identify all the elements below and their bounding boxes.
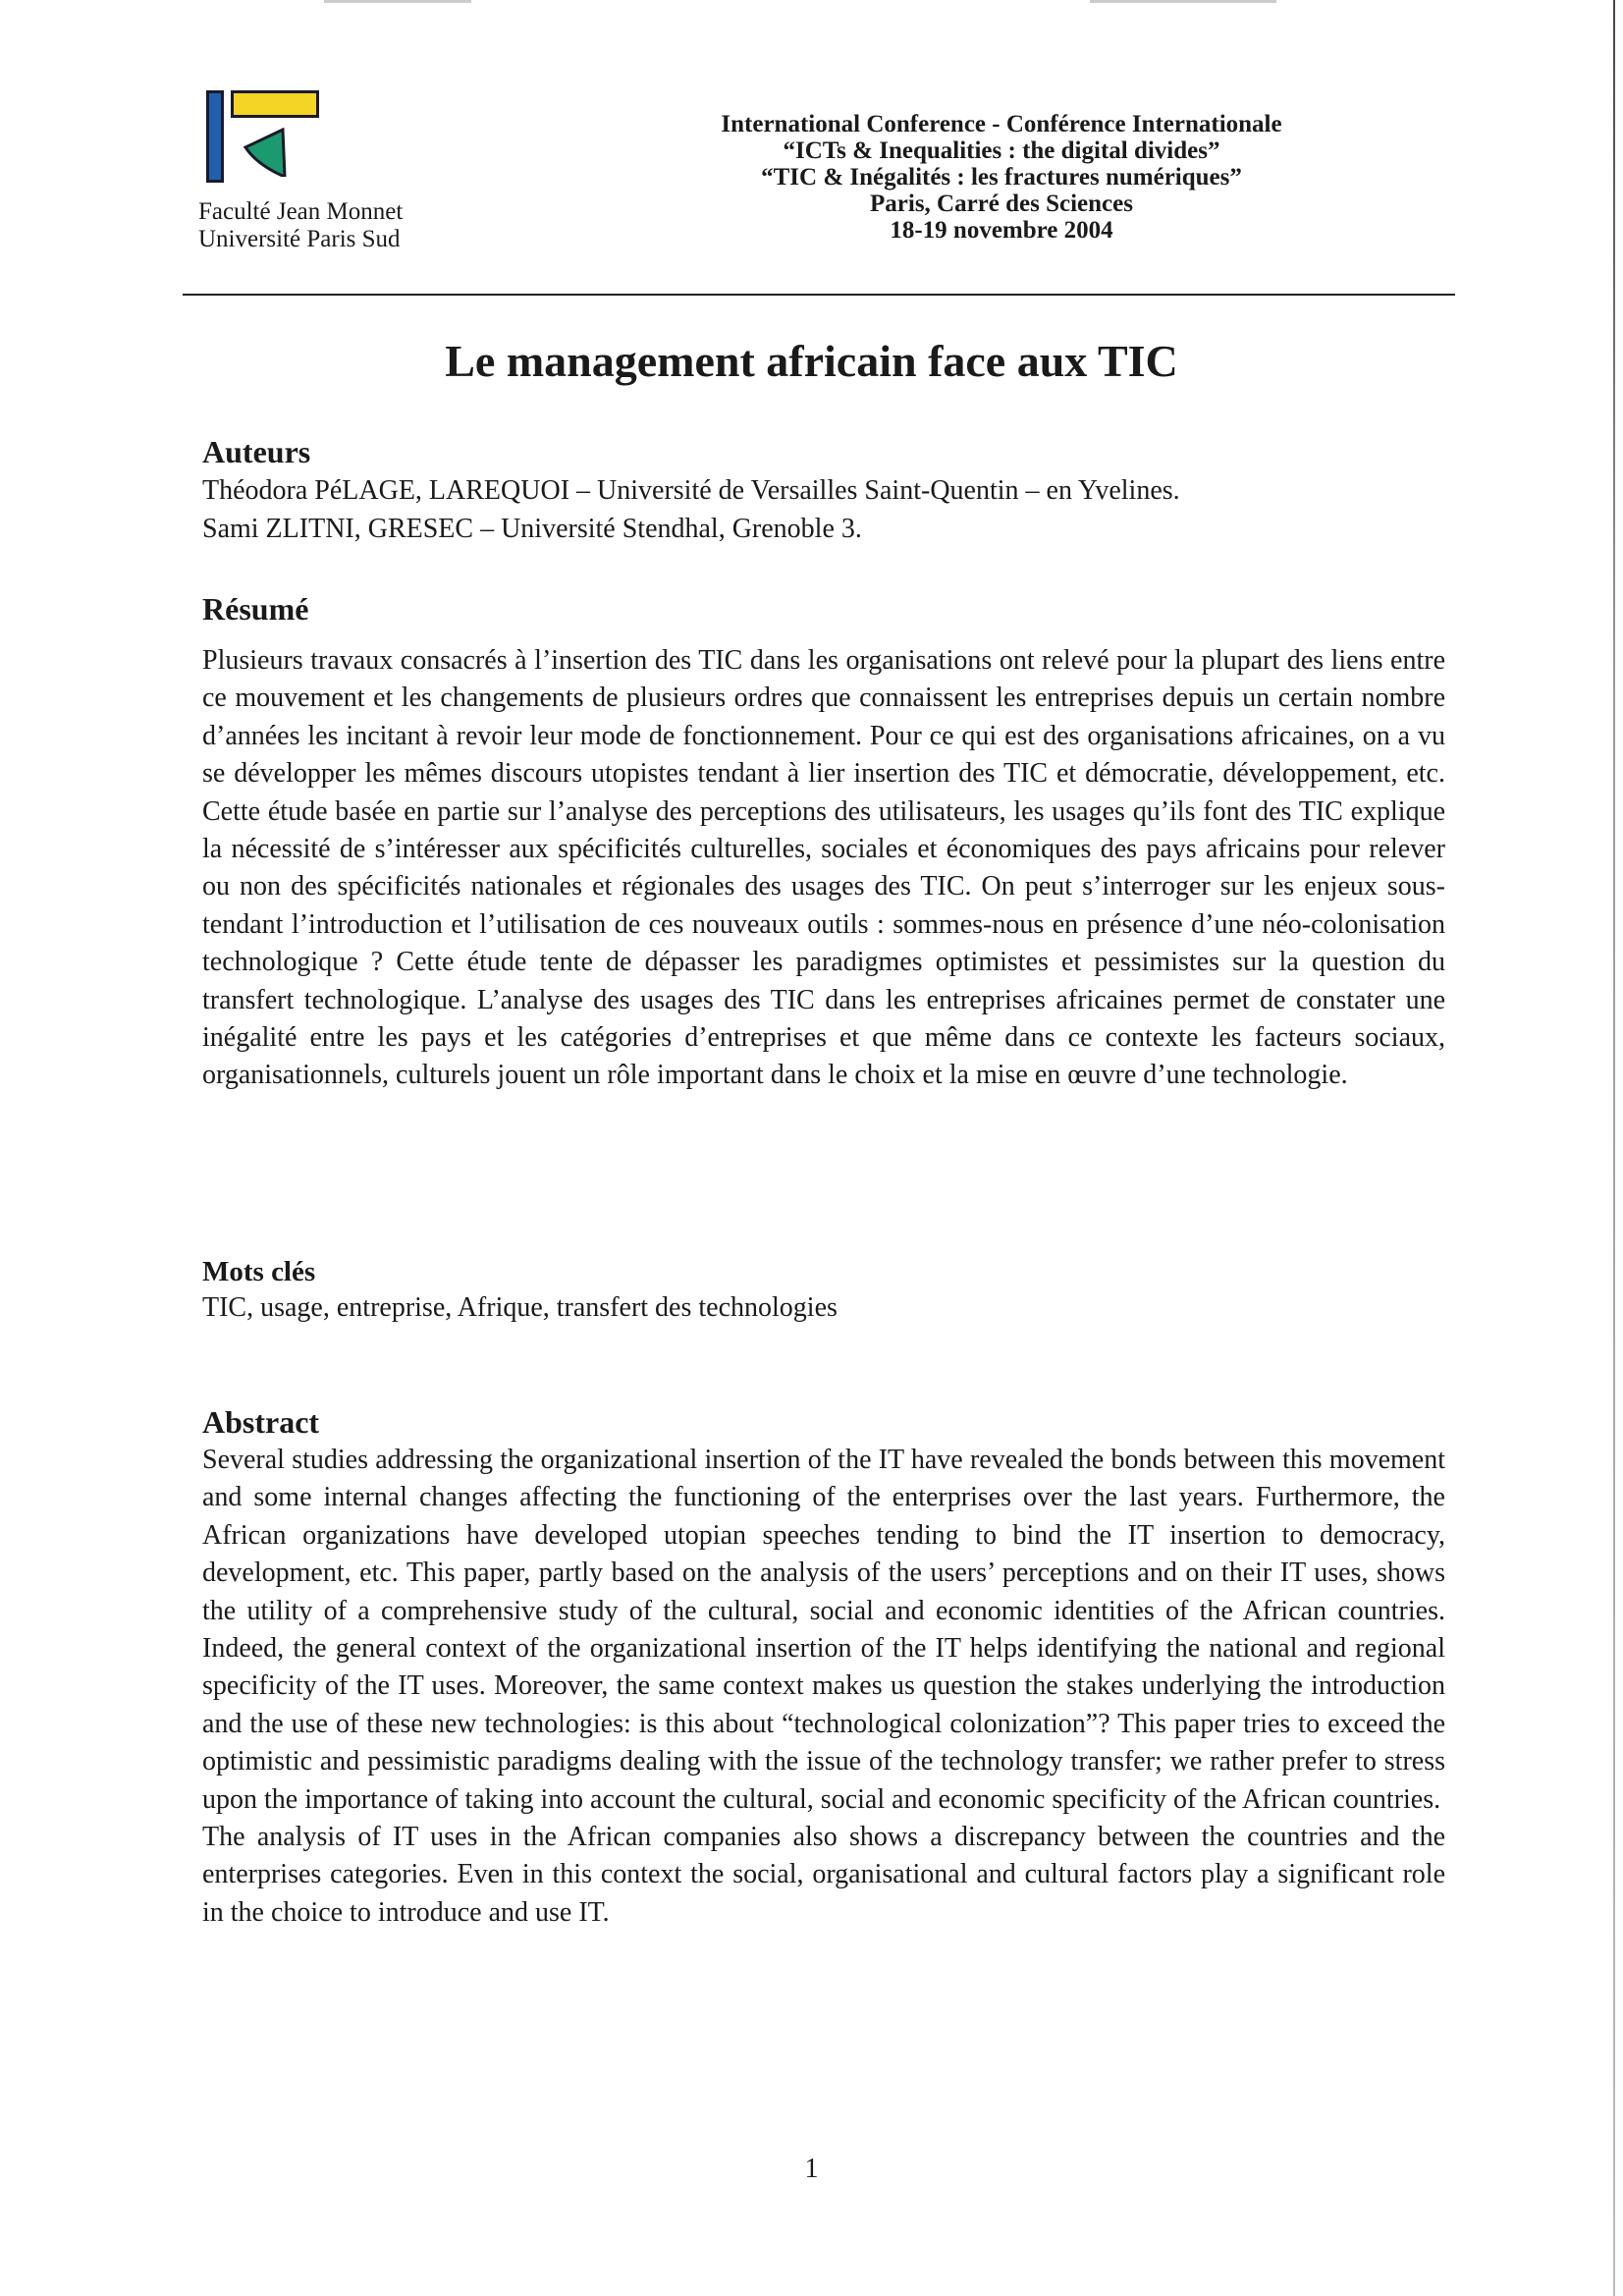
faculte-jean-monnet-logo-icon xyxy=(204,88,324,191)
resume-section xyxy=(202,589,1445,1095)
logo-green-wedge-icon xyxy=(240,128,289,177)
conference-name: International Conference - Conférence Internationale xyxy=(721,111,1282,137)
authors-heading: Auteurs xyxy=(202,434,311,469)
abstract-heading: Abstract xyxy=(202,1404,320,1440)
conference-theme-en: “ICTs & Inequalities : the digital divides” xyxy=(783,137,1220,164)
header-divider xyxy=(183,294,1455,296)
conference-theme-fr: “TIC & Inégalités : les fractures numériques” xyxy=(761,164,1242,191)
faculty-line: Faculté Jean Monnet xyxy=(198,198,404,225)
logo-yellow-bar xyxy=(231,90,319,118)
author-line: Sami ZLITNI, GRESEC – Université Stendhal, Grenoble 3. xyxy=(202,514,862,544)
authors-section xyxy=(202,432,1445,548)
author-line: Théodora PéLAGE, LAREQUOI – Université de Versailles Saint-Quentin – en Yvelines. xyxy=(202,475,1180,506)
resume-heading: Résumé xyxy=(202,591,309,627)
keywords-text: TIC, usage, entreprise, Afrique, transfert des technologies xyxy=(202,1292,838,1323)
paper-title: Le management africain face aux TIC xyxy=(445,336,1178,386)
conference-dates: 18-19 novembre 2004 xyxy=(890,217,1113,244)
abstract-section xyxy=(202,1402,1445,1932)
resume-text: Plusieurs travaux consacrés à l’insertion des TIC dans les organisations ont relevé pour la plupart des liens entre ce mouvement et les changements de plusieurs ordres que connaissent les entreprises depuis un certain nombre d’années les incitant à revoir leur mode de fonctionnement. Pour ce qui est des organisations africaines, on a vu se développer les mêmes discours utopistes tendant à lier insertion des TIC et démocratie, développement, etc. Cette étude basée en partie sur l’analyse des perceptions des utilisateurs, les usages qu’ils font des TIC explique la nécessité de s’intéresser aux spécificités culturelles, sociales et économiques des pays africains pour relever ou non des spécificités nationales et régionales des usages des TIC. On peut s’interroger sur les enjeux sous-tendant l’introduction et l’utilisation de ces nouveaux outils : sommes-nous en présence d’une néo-colonisation technologique ? Cette étude tente de dépasser les paradigmes optimistes et pessimistes sur la question du transfert technologique. L’analyse des usages des TIC dans les entreprises africaines permet de constater une inégalité entre les pays et les catégories d’entreprises et que même dans ce contexte les facteurs sociaux, organisationnels, culturels jouent un rôle important dans le choix et la mise en œuvre d’une technologie. xyxy=(202,645,1445,1091)
conference-venue: Paris, Carré des Sciences xyxy=(870,191,1133,217)
university-line: Université Paris Sud xyxy=(198,226,401,252)
page-number: 1 xyxy=(804,2154,819,2184)
page-header xyxy=(0,0,1623,295)
keywords-heading: Mots clés xyxy=(202,1256,316,1287)
faculty-name xyxy=(198,198,403,253)
abstract-paragraph: Several studies addressing the organizational insertion of the IT have revealed the bonds between this movement and some internal changes affecting the functioning of the enterprises over the last years. Furthermore, the African organizations have developed utopian speeches tending to bind the IT insertion to democracy, development, etc. This paper, partly based on the analysis of the users’ perceptions and on their IT uses, shows the utility of a comprehensive study of the cultural, social and economic identities of the African countries. Indeed, the general context of the organizational insertion of the IT helps identifying the national and regional specificity of the IT uses. Moreover, the same context makes us question the stakes underlying the introduction and the use of these new technologies: is this about “technological colonization”? This paper tries to exceed the optimistic and pessimistic paradigms dealing with the issue of the technology transfer; we rather prefer to stress upon the importance of taking into account the cultural, social and economic specificity of the African countries. xyxy=(202,1445,1445,1815)
keywords-section xyxy=(202,1254,1445,1327)
logo-blue-bar xyxy=(206,90,224,183)
conference-info xyxy=(648,111,1355,244)
abstract-paragraph: The analysis of IT uses in the African companies also shows a discrepancy between the countries and the enterprises categories. Even in this context the social, organisational and cultural factors play a significant role in the choice to introduce and use IT. xyxy=(202,1822,1445,1928)
